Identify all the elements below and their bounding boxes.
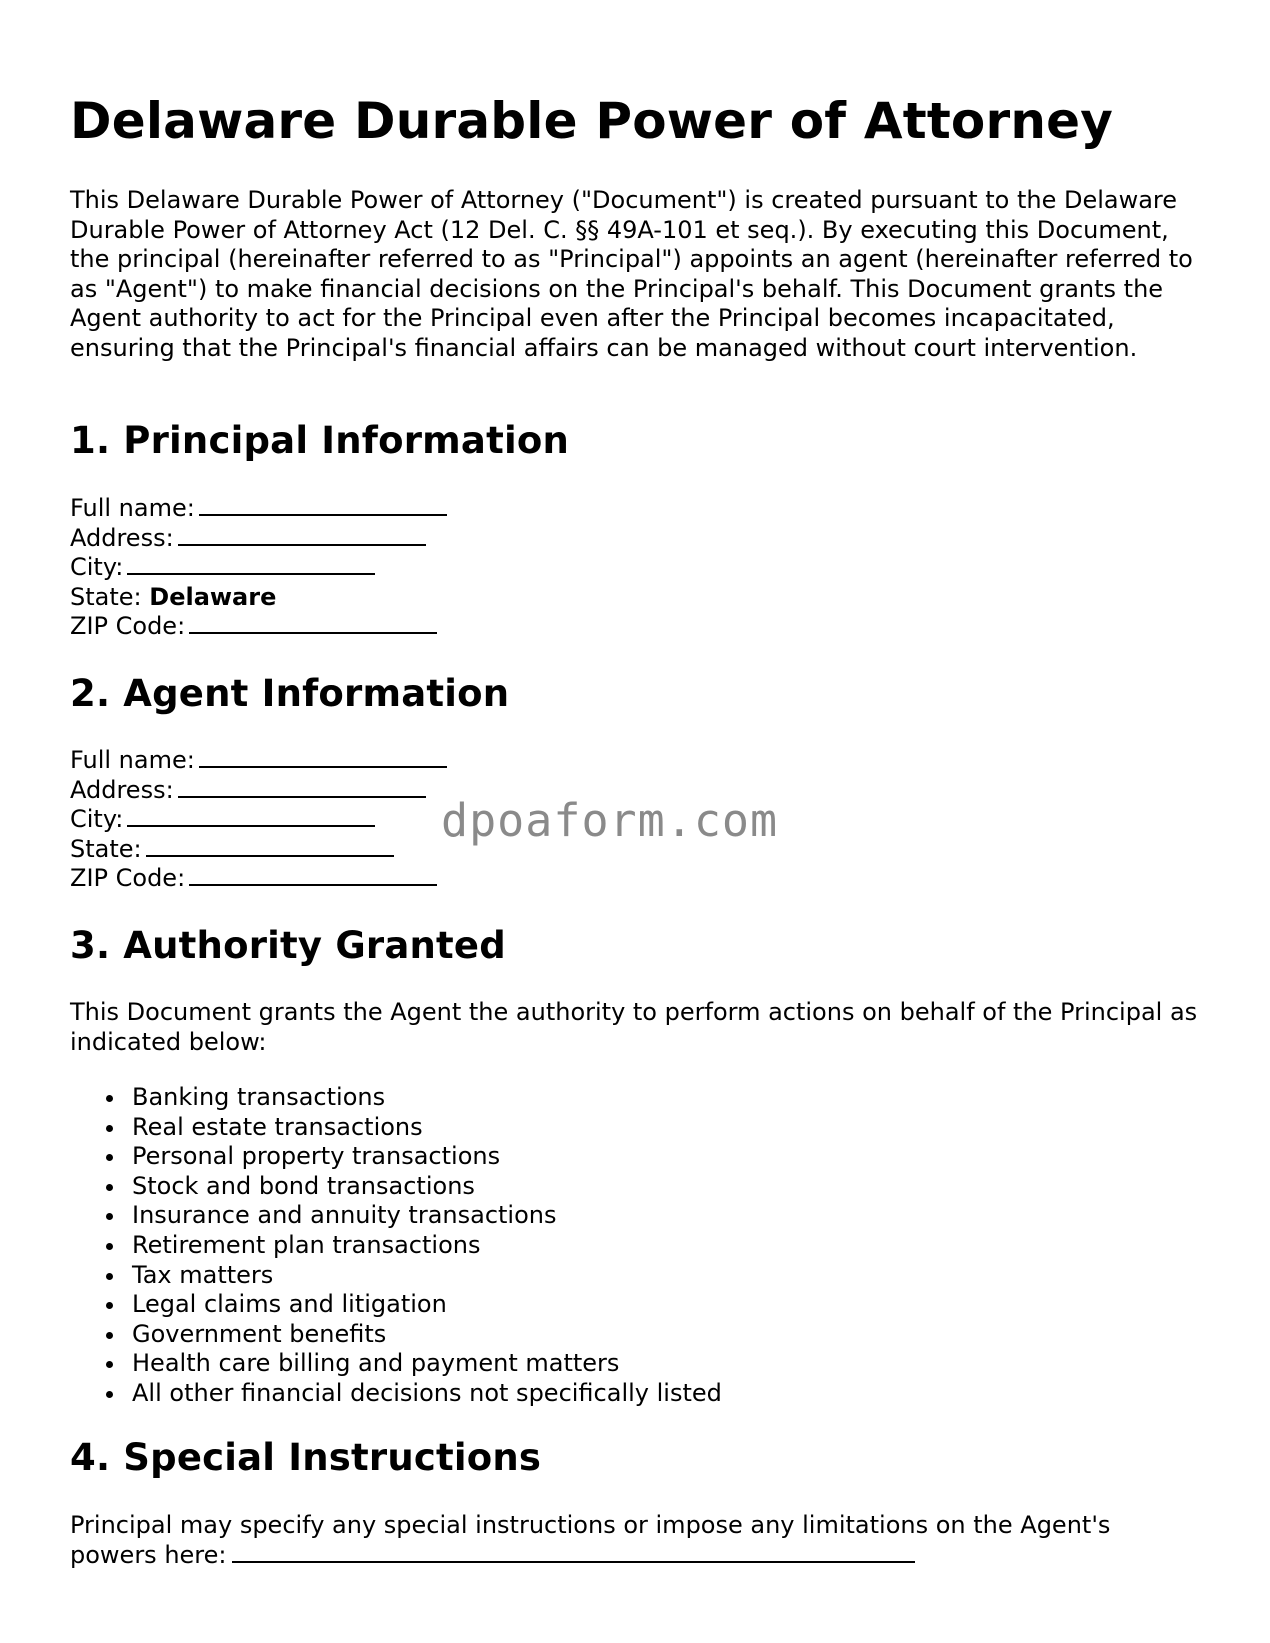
agent-address-blank[interactable] bbox=[178, 776, 426, 798]
special-text: Principal may specify any special instructions or impose any limitations on the Agent's powers here: bbox=[70, 1511, 1111, 1569]
list-item bbox=[132, 1261, 722, 1291]
principal-full-name-label: Full name: bbox=[70, 494, 195, 522]
principal-full-name-blank[interactable] bbox=[199, 494, 447, 516]
list-item bbox=[132, 1349, 722, 1379]
special-paragraph bbox=[70, 1511, 1200, 1570]
bullet-icon bbox=[106, 1361, 113, 1368]
principal-zip-row bbox=[70, 612, 447, 642]
list-item-text: Insurance and annuity transactions bbox=[132, 1201, 557, 1230]
list-item bbox=[132, 1201, 722, 1231]
list-item-text: Government benefits bbox=[132, 1319, 387, 1348]
list-item bbox=[132, 1142, 722, 1172]
agent-fields bbox=[70, 746, 447, 894]
principal-address-row bbox=[70, 524, 447, 554]
principal-address-blank[interactable] bbox=[178, 524, 426, 546]
bullet-icon bbox=[106, 1243, 113, 1250]
document-title: Delaware Durable Power of Attorney bbox=[70, 92, 1114, 150]
principal-city-label: City: bbox=[70, 553, 124, 581]
agent-section-heading: 2. Agent Information bbox=[70, 672, 510, 715]
list-item-text: Legal claims and litigation bbox=[132, 1290, 447, 1319]
bullet-icon bbox=[106, 1391, 113, 1398]
watermark: dpoaform.com bbox=[441, 794, 779, 847]
principal-zip-label: ZIP Code: bbox=[70, 612, 186, 640]
bullet-icon bbox=[106, 1273, 113, 1280]
agent-state-label: State: bbox=[70, 834, 142, 863]
agent-state-row bbox=[70, 835, 447, 865]
special-instructions-blank[interactable] bbox=[232, 1541, 915, 1563]
authority-paragraph: This Document grants the Agent the authority to perform actions on behalf of the Principal as indicated below: bbox=[70, 998, 1198, 1056]
agent-address-row bbox=[70, 776, 447, 806]
list-item-text: Banking transactions bbox=[132, 1083, 386, 1111]
authority-section-heading: 3. Authority Granted bbox=[70, 924, 506, 967]
list-item-text: Personal property transactions bbox=[132, 1142, 501, 1171]
agent-zip-blank[interactable] bbox=[189, 864, 437, 886]
bullet-icon bbox=[106, 1332, 113, 1339]
principal-city-row bbox=[70, 553, 447, 583]
agent-city-blank[interactable] bbox=[127, 805, 375, 827]
principal-state-label: State: bbox=[70, 582, 142, 611]
bullet-icon bbox=[106, 1184, 113, 1191]
bullet-icon bbox=[106, 1154, 113, 1161]
principal-state-row bbox=[70, 583, 447, 613]
principal-zip-blank[interactable] bbox=[189, 612, 437, 634]
agent-city-label: City: bbox=[70, 805, 124, 833]
agent-state-blank[interactable] bbox=[146, 835, 394, 857]
list-item bbox=[132, 1113, 722, 1143]
list-item bbox=[132, 1083, 722, 1113]
agent-full-name-label: Full name: bbox=[70, 746, 195, 774]
principal-address-label: Address: bbox=[70, 523, 174, 552]
intro-paragraph: This Delaware Durable Power of Attorney ("Document") is created pursuant to the Delaware Durable Power of Attorney Act (12 Del. C. §§ 49A-101 et seq.). By executing this Document, the principal (hereinafter referred to as "Principal") appoints an agent (hereinafter referred to as "Agent") to make financial decisions on the Principal's behalf. This Document grants the Agent authority to act for the Principal even after the Principal becomes incapacitated, ensuring that the Principal's financial affairs can be managed without court intervention. bbox=[70, 186, 1193, 362]
list-item bbox=[132, 1231, 722, 1261]
bullet-icon bbox=[106, 1125, 113, 1132]
principal-city-blank[interactable] bbox=[127, 553, 375, 575]
agent-address-label: Address: bbox=[70, 775, 174, 804]
list-item-text: Tax matters bbox=[132, 1260, 274, 1289]
list-item-text: Retirement plan transactions bbox=[132, 1230, 481, 1259]
agent-full-name-blank[interactable] bbox=[199, 746, 447, 768]
list-item bbox=[132, 1379, 722, 1409]
authority-list bbox=[70, 1083, 722, 1409]
list-item-text: Health care billing and payment matters bbox=[132, 1349, 620, 1378]
bullet-icon bbox=[106, 1302, 113, 1309]
agent-city-row bbox=[70, 805, 447, 835]
bullet-icon bbox=[106, 1095, 113, 1102]
list-item-text: Real estate transactions bbox=[132, 1112, 423, 1141]
agent-zip-row bbox=[70, 864, 447, 894]
agent-full-name-row bbox=[70, 746, 447, 776]
list-item bbox=[132, 1320, 722, 1350]
principal-fields bbox=[70, 494, 447, 642]
bullet-icon bbox=[106, 1213, 113, 1220]
list-item bbox=[132, 1290, 722, 1320]
list-item-text: Stock and bond transactions bbox=[132, 1171, 475, 1200]
principal-state-value: Delaware bbox=[149, 582, 277, 611]
agent-zip-label: ZIP Code: bbox=[70, 864, 186, 892]
list-item-text: All other financial decisions not specifically listed bbox=[132, 1378, 722, 1407]
principal-full-name-row bbox=[70, 494, 447, 524]
list-item bbox=[132, 1172, 722, 1202]
special-section-heading: 4. Special Instructions bbox=[70, 1436, 542, 1479]
principal-section-heading: 1. Principal Information bbox=[70, 419, 570, 462]
